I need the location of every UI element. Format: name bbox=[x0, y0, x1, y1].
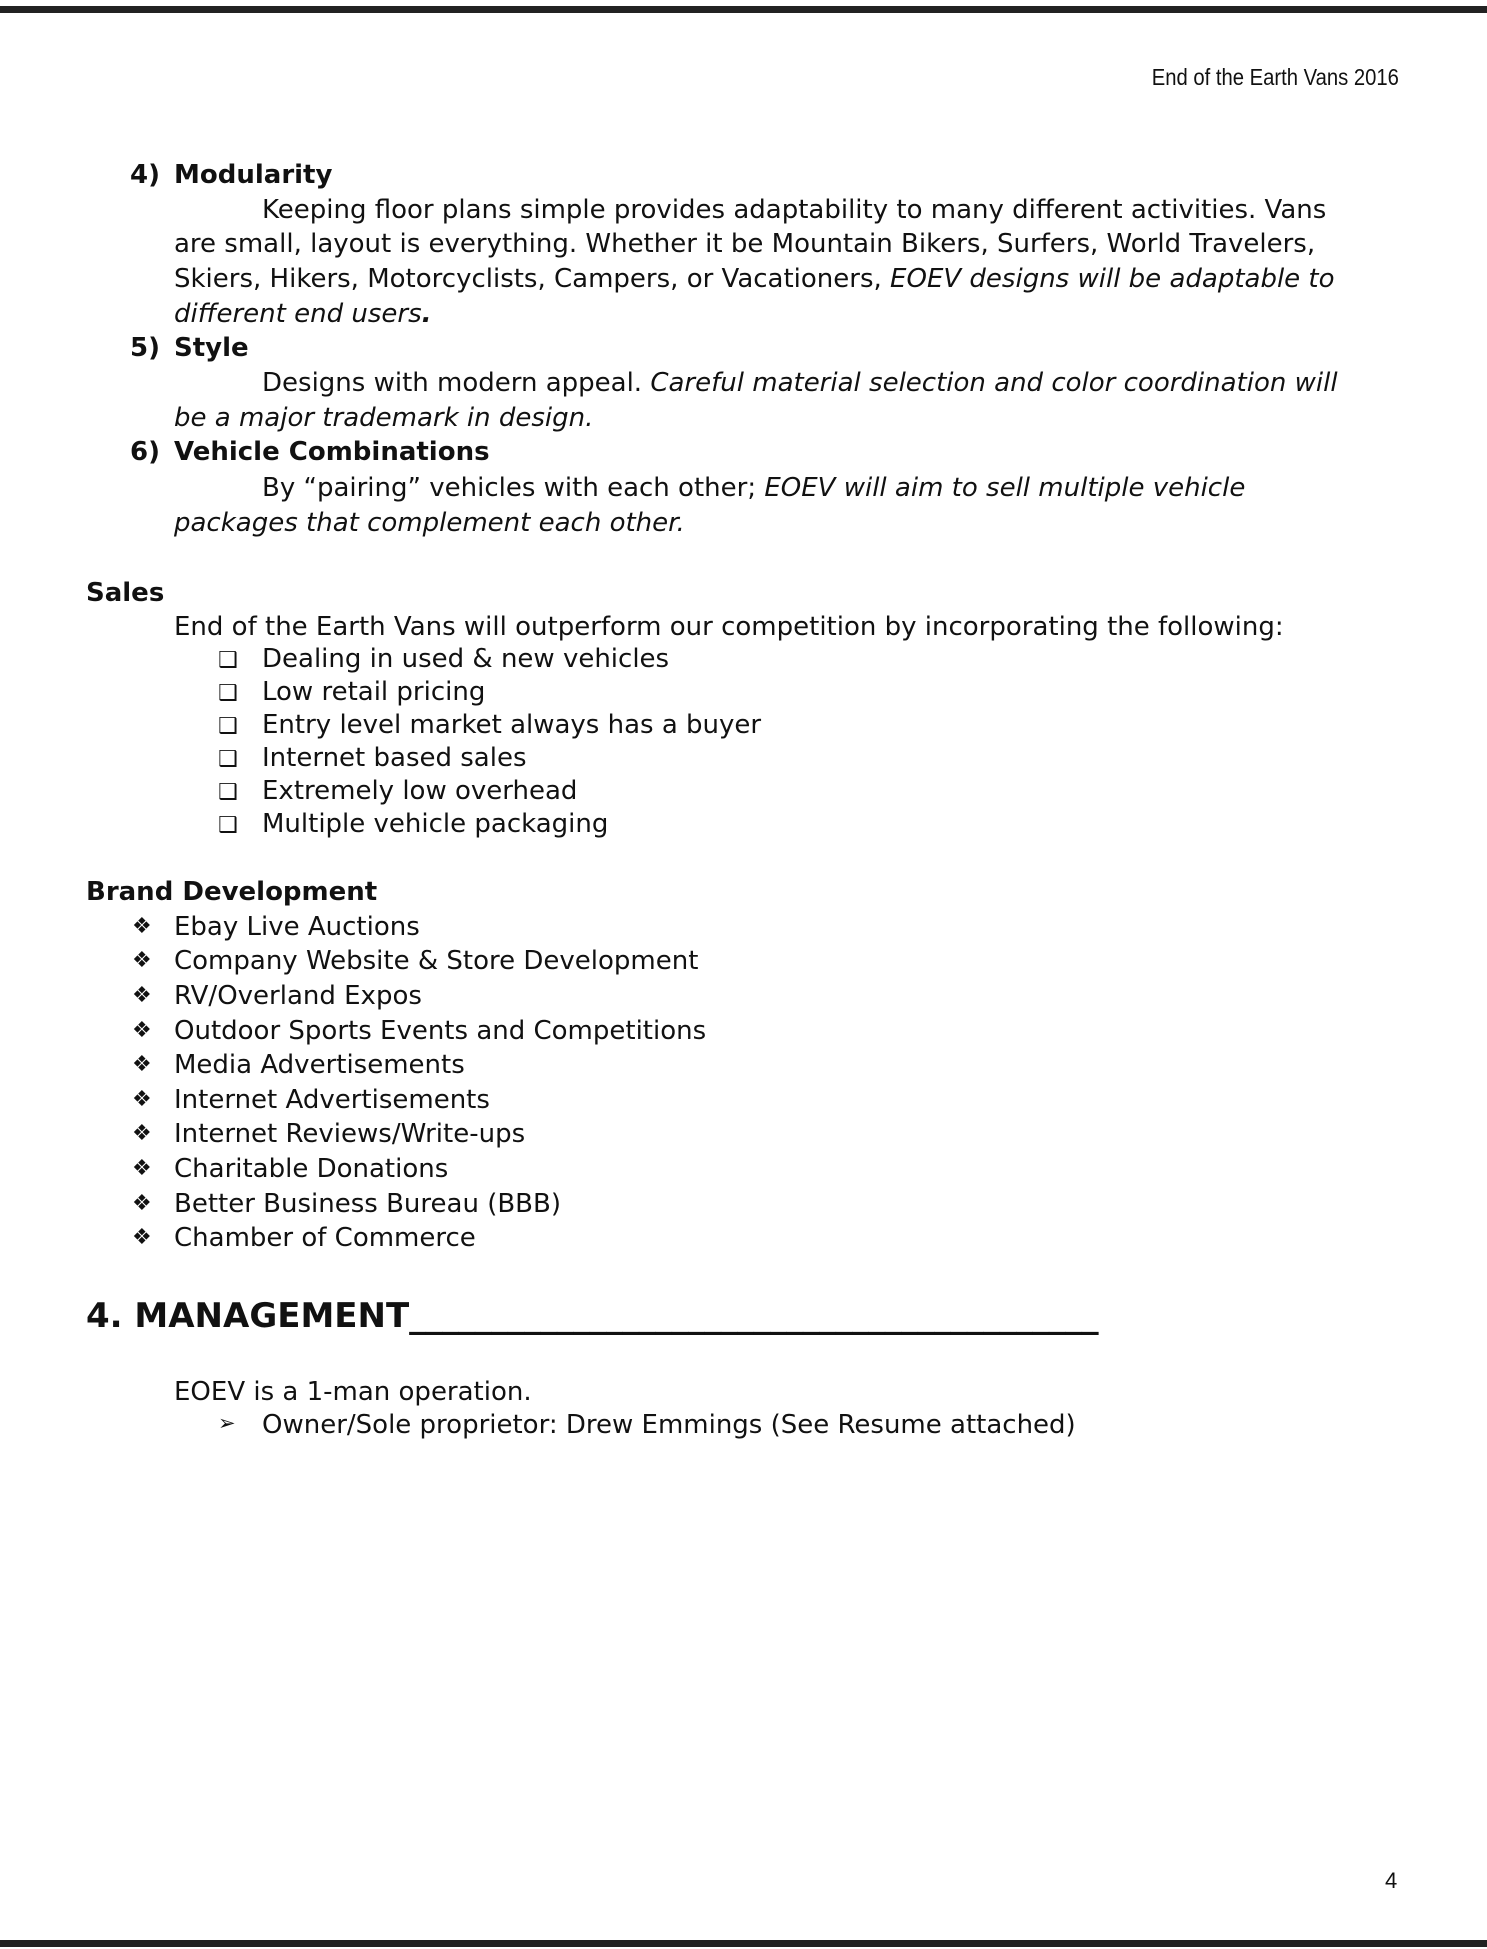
list-item: Charitable Donations bbox=[174, 1154, 449, 1184]
paragraph-line: Designs with modern appeal. Careful material selection and color coordination will bbox=[262, 368, 1338, 398]
list-item: Multiple vehicle packaging bbox=[262, 809, 609, 839]
checkbox-bullet-icon: ❑ bbox=[218, 747, 238, 772]
list-item: Better Business Bureau (BBB) bbox=[174, 1189, 561, 1219]
checkbox-bullet-icon: ❑ bbox=[218, 681, 238, 706]
heading-underline: __________________________________________ bbox=[409, 1296, 1098, 1336]
section-heading-sales: Sales bbox=[86, 578, 165, 608]
bottom-border-rule bbox=[0, 1940, 1487, 1947]
item-title-vehicle-combinations: Vehicle Combinations bbox=[174, 437, 490, 467]
list-item: Low retail pricing bbox=[262, 677, 486, 707]
management-intro: EOEV is a 1-man operation. bbox=[174, 1377, 532, 1407]
diamond-bullet-icon: ❖ bbox=[132, 1018, 152, 1043]
list-item: Company Website & Store Development bbox=[174, 946, 699, 976]
list-item: RV/Overland Expos bbox=[174, 981, 422, 1011]
diamond-bullet-icon: ❖ bbox=[132, 1087, 152, 1112]
page-number: 4 bbox=[1385, 1868, 1398, 1893]
list-item: Extremely low overhead bbox=[262, 776, 578, 806]
item-title-style: Style bbox=[174, 333, 249, 363]
list-item: Outdoor Sports Events and Competitions bbox=[174, 1016, 707, 1046]
list-item: Internet Advertisements bbox=[174, 1085, 490, 1115]
diamond-bullet-icon: ❖ bbox=[132, 914, 152, 939]
diamond-bullet-icon: ❖ bbox=[132, 1191, 152, 1216]
checkbox-bullet-icon: ❑ bbox=[218, 780, 238, 805]
item-number: 6) bbox=[130, 437, 160, 467]
paragraph-line: Skiers, Hikers, Motorcyclists, Campers, or Vacationers, EOEV designs will be adaptable to bbox=[174, 264, 1335, 294]
arrow-bullet-icon: ➢ bbox=[218, 1411, 236, 1435]
sales-intro: End of the Earth Vans will outperform our competition by incorporating the following: bbox=[174, 612, 1284, 642]
section-heading-management: 4. MANAGEMENT__________________________________________ bbox=[86, 1296, 1098, 1336]
list-item: Chamber of Commerce bbox=[174, 1223, 476, 1253]
list-item: Media Advertisements bbox=[174, 1050, 465, 1080]
list-item: Internet based sales bbox=[262, 743, 527, 773]
item-number: 4) bbox=[130, 160, 160, 190]
diamond-bullet-icon: ❖ bbox=[132, 1052, 152, 1077]
list-item: Entry level market always has a buyer bbox=[262, 710, 762, 740]
paragraph-line: are small, layout is everything. Whether it be Mountain Bikers, Surfers, World Travelers, bbox=[174, 229, 1316, 259]
top-border-rule bbox=[0, 6, 1487, 13]
list-item: Dealing in used & new vehicles bbox=[262, 644, 670, 674]
paragraph-line: packages that complement each other. bbox=[174, 508, 685, 538]
list-item: Owner/Sole proprietor: Drew Emmings (See Resume attached) bbox=[262, 1410, 1076, 1440]
list-item: Ebay Live Auctions bbox=[174, 912, 420, 942]
diamond-bullet-icon: ❖ bbox=[132, 1225, 152, 1250]
running-header: End of the Earth Vans 2016 bbox=[1151, 64, 1399, 90]
item-title-modularity: Modularity bbox=[174, 160, 333, 190]
paragraph-line: Keeping floor plans simple provides adaptability to many different activities. Vans bbox=[262, 195, 1327, 225]
diamond-bullet-icon: ❖ bbox=[132, 1156, 152, 1181]
diamond-bullet-icon: ❖ bbox=[132, 1121, 152, 1146]
paragraph-line: be a major trademark in design. bbox=[174, 403, 594, 433]
diamond-bullet-icon: ❖ bbox=[132, 948, 152, 973]
diamond-bullet-icon: ❖ bbox=[132, 983, 152, 1008]
section-heading-brand-development: Brand Development bbox=[86, 877, 378, 907]
list-item: Internet Reviews/Write-ups bbox=[174, 1119, 526, 1149]
paragraph-line: By “pairing” vehicles with each other; EOEV will aim to sell multiple vehicle bbox=[262, 473, 1246, 503]
checkbox-bullet-icon: ❑ bbox=[218, 648, 238, 673]
paragraph-line: different end users. bbox=[174, 299, 432, 329]
checkbox-bullet-icon: ❑ bbox=[218, 813, 238, 838]
item-number: 5) bbox=[130, 333, 160, 363]
checkbox-bullet-icon: ❑ bbox=[218, 714, 238, 739]
